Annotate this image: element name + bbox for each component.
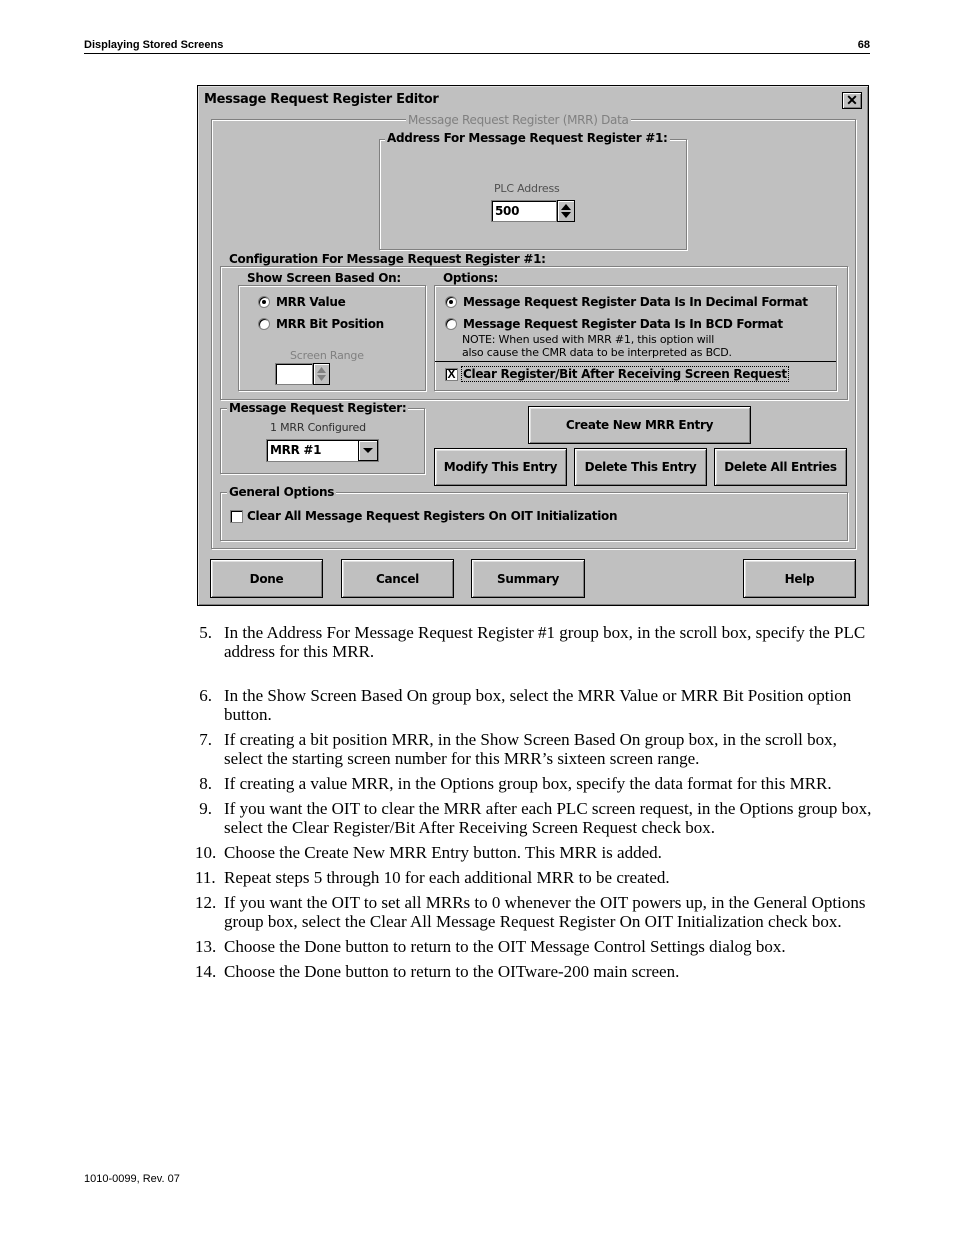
step-item: 9. If you want the OIT to clear the MRR after each PLC screen request, in the Options group box, select the Clear Register/Bit After Receiving Screen Request check box. xyxy=(199,799,872,837)
page-header-title: Displaying Stored Screens xyxy=(84,39,224,51)
close-button[interactable] xyxy=(842,92,862,109)
clear-all-checkbox[interactable] xyxy=(230,510,243,523)
bcd-format-label[interactable]: Message Request Register Data Is In BCD Format xyxy=(463,317,783,331)
plc-address-spinner[interactable] xyxy=(557,200,575,222)
mrr-configured-count: 1 MRR Configured xyxy=(270,421,366,434)
create-mrr-button[interactable]: Create New MRR Entry xyxy=(528,406,751,444)
spin-arrows-icon xyxy=(314,364,329,384)
clear-register-label[interactable]: Clear Register/Bit After Receiving Screen Request xyxy=(463,367,787,381)
dialog-titlebar xyxy=(201,89,865,109)
modify-entry-button[interactable]: Modify This Entry xyxy=(434,448,567,486)
mrr-editor-dialog xyxy=(197,85,869,606)
mrr-dropdown-button[interactable] xyxy=(358,440,378,461)
done-button[interactable]: Done xyxy=(210,559,323,598)
screen-range-spinner[interactable] xyxy=(313,363,330,385)
general-options-group-label: General Options xyxy=(229,485,335,499)
mrr-select-dropdown[interactable]: MRR #1 xyxy=(266,439,379,462)
clear-register-checkbox[interactable]: X xyxy=(445,368,458,381)
decimal-format-label[interactable]: Message Request Register Data Is In Decimal Format xyxy=(463,295,808,309)
plc-address-input[interactable]: 500 xyxy=(491,200,557,222)
step-item: 7. If creating a bit position MRR, in the Show Screen Based On group box, in the scroll box, select the starting screen number for this MRR’s sixteen screen range. xyxy=(199,730,837,768)
help-button[interactable]: Help xyxy=(743,559,856,598)
step-item: 10. Choose the Create New MRR Entry button. This MRR is added. xyxy=(195,843,662,862)
summary-button[interactable]: Summary xyxy=(471,559,585,598)
mrr-select-group-label: Message Request Register: xyxy=(229,401,407,415)
options-divider xyxy=(435,361,836,362)
step-item: 8. If creating a value MRR, in the Options group box, specify the data format for this MRR. xyxy=(199,774,832,793)
spin-arrows-icon xyxy=(558,201,574,221)
delete-all-entries-button[interactable]: Delete All Entries xyxy=(714,448,847,486)
decimal-format-radio[interactable] xyxy=(445,296,457,308)
mrr-bit-radio[interactable] xyxy=(258,318,270,330)
screen-range-label: Screen Range xyxy=(290,349,364,362)
bcd-format-radio[interactable] xyxy=(445,318,457,330)
screen-range-input[interactable] xyxy=(275,363,313,385)
step-item: 11. Repeat steps 5 through 10 for each additional MRR to be created. xyxy=(195,868,670,887)
mrr-value-radio[interactable] xyxy=(258,296,270,308)
instruction-steps xyxy=(195,623,875,987)
step-item: 12. If you want the OIT to set all MRRs to 0 whenever the OIT powers up, in the General Options group box, select the Clear All Message Request Register On OIT Initialization check box. xyxy=(195,893,866,931)
close-icon: ✕ xyxy=(846,92,858,108)
footer-doc-number: 1010-0099, Rev. 07 xyxy=(84,1173,180,1185)
show-screen-group-label: Show Screen Based On: xyxy=(247,271,401,285)
page-number: 68 xyxy=(857,39,870,51)
plc-address-label: PLC Address xyxy=(494,182,560,195)
header-rule xyxy=(84,53,870,54)
clear-all-label[interactable]: Clear All Message Request Registers On OIT Initialization xyxy=(247,509,618,523)
step-item: 5. In the Address For Message Request Register #1 group box, in the scroll box, specify the PLC address for this MRR. xyxy=(199,623,866,661)
mrr-data-group-label: Message Request Register (MRR) Data xyxy=(408,113,629,127)
dialog-title: Message Request Register Editor xyxy=(204,92,439,107)
options-group-label: Options: xyxy=(443,271,498,285)
mrr-value-label[interactable]: MRR Value xyxy=(276,295,346,309)
step-item: 14. Choose the Done button to return to the OITware-200 main screen. xyxy=(195,962,680,981)
step-item: 6. In the Show Screen Based On group box, select the MRR Value or MRR Bit Position option button. xyxy=(199,686,852,724)
step-item: 13. Choose the Done button to return to the OIT Message Control Settings dialog box. xyxy=(195,937,786,956)
chevron-down-icon xyxy=(359,441,377,460)
cancel-button[interactable]: Cancel xyxy=(341,559,454,598)
delete-entry-button[interactable]: Delete This Entry xyxy=(574,448,707,486)
mrr-bit-label[interactable]: MRR Bit Position xyxy=(276,317,384,331)
config-group-label: Configuration For Message Request Register #1: xyxy=(229,252,546,266)
address-group-label: Address For Message Request Register #1: xyxy=(387,131,668,145)
bcd-note-line1: NOTE: When used with MRR #1, this option will xyxy=(462,333,715,346)
bcd-note-line2: also cause the CMR data to be interpreted as BCD. xyxy=(462,346,732,359)
